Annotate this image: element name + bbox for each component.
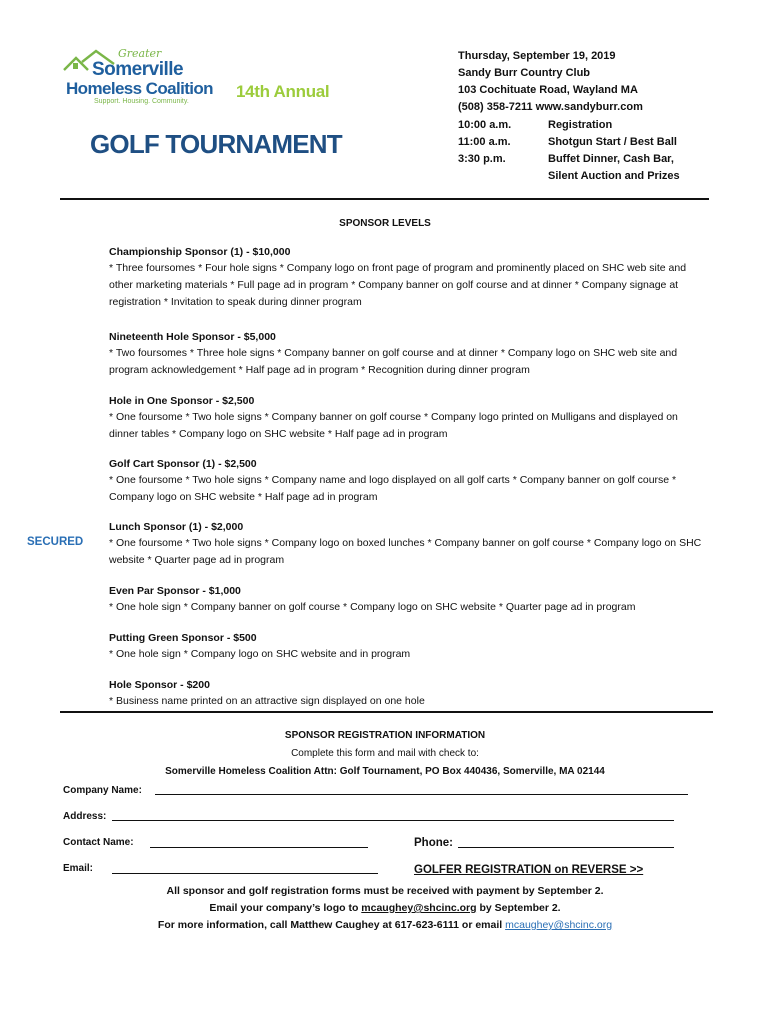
contact-info-note	[0, 919, 770, 931]
logo-email-note-suffix: by September 2.	[476, 902, 561, 914]
logo-email-note	[0, 902, 770, 914]
sponsor-level	[109, 456, 709, 506]
schedule-time: 11:00 a.m.	[458, 136, 511, 148]
sponsor-level	[109, 677, 709, 710]
contact-name-label: Contact Name:	[63, 837, 134, 848]
logo-greater-text: Greater	[118, 47, 162, 60]
sponsor-level-description: * One foursome * Two hole signs * Company name and logo displayed on all golf carts * Company banner on golf course * Company logo on SHC website * Half page ad in program	[109, 474, 677, 503]
sponsor-level-title: Even Par Sponsor - $1,000	[109, 585, 241, 597]
schedule-item: Shotgun Start / Best Ball	[548, 136, 677, 148]
sponsor-level-description: * One foursome * Two hole signs * Company logo on boxed lunches * Company banner on golf course * Company logo on SHC website * Quarter page ad in program	[109, 537, 702, 566]
sponsor-level	[109, 583, 709, 616]
logo-email-note-prefix: Email your company’s logo to	[209, 902, 362, 914]
sponsor-level-title: Nineteenth Hole Sponsor - $5,000	[109, 331, 276, 343]
sponsor-level	[109, 329, 709, 379]
sponsor-level-description: * One hole sign * Company logo on SHC website and in program	[109, 648, 411, 660]
sponsor-level-title: Hole in One Sponsor - $2,500	[109, 395, 255, 407]
event-phone-web: (508) 358-7211 www.sandyburr.com	[458, 101, 643, 113]
schedule-time: 10:00 a.m.	[458, 119, 512, 131]
sponsor-level-description: * One hole sign * Company banner on golf course * Company logo on SHC website * Quarter page ad in program	[109, 601, 636, 613]
event-address: 103 Cochituate Road, Wayland MA	[458, 84, 638, 96]
email-link[interactable]: mcaughey@shcinc.org	[361, 902, 477, 914]
logo-somerville-text: Somerville	[92, 59, 184, 80]
mailing-address: Somerville Homeless Coalition Attn: Golf Tournament, PO Box 440436, Somerville, MA 02144	[165, 766, 605, 777]
registration-heading: SPONSOR REGISTRATION INFORMATION	[284, 730, 486, 741]
schedule-time: 3:30 p.m.	[458, 153, 506, 165]
email-link[interactable]: mcaughey@shcinc.org	[505, 919, 613, 931]
sponsor-level-description: * Business name printed on an attractive sign displayed on one hole	[109, 695, 425, 707]
divider	[60, 711, 713, 713]
deadline-note: All sponsor and golf registration forms must be received with payment by September 2.	[166, 885, 604, 897]
company-name-field[interactable]	[155, 794, 688, 795]
schedule-item: Silent Auction and Prizes	[548, 170, 680, 182]
schedule-item: Buffet Dinner, Cash Bar,	[548, 153, 674, 165]
sponsor-level-description: * One foursome * Two hole signs * Company banner on golf course * Company logo printed on Mulligans and displayed on dinner tables * Company logo on SHC website * Half page ad in program	[109, 411, 678, 440]
sponsor-level-description: * Three foursomes * Four hole signs * Company logo on front page of program and prominently placed on SHC web site and other marketing materials * Full page ad in program * Company banner on golf course and at dinner * Company signage at registration * Invitation to speak during dinner program	[109, 262, 687, 308]
address-field[interactable]	[112, 820, 674, 821]
contact-name-field[interactable]	[150, 847, 368, 848]
sponsor-level	[109, 519, 709, 569]
sponsor-levels-heading: SPONSOR LEVELS	[339, 218, 431, 229]
logo-homeless-coalition-text: Homeless Coalition	[66, 79, 213, 98]
page-title: GOLF TOURNAMENT	[90, 129, 342, 159]
phone-label: Phone:	[414, 837, 453, 849]
sponsor-level	[109, 244, 709, 311]
email-label: Email:	[63, 863, 94, 874]
sponsor-level-title: Championship Sponsor (1) - $10,000	[109, 246, 291, 258]
sponsor-level-title: Hole Sponsor - $200	[109, 679, 210, 691]
company-name-label: Company Name:	[63, 785, 142, 796]
sponsor-level	[109, 393, 709, 443]
address-label: Address:	[63, 811, 107, 822]
contact-info-prefix: For more information, call Matthew Caughey at 617-623-6111 or email	[157, 919, 506, 931]
sponsor-level-description: * Two foursomes * Three hole signs * Company banner on golf course and at dinner * Company logo on SHC web site and program acknowledgement * Half page ad in program * Recognition during dinner program	[109, 347, 678, 376]
event-date: Thursday, September 19, 2019	[458, 50, 616, 62]
schedule-item: Registration	[548, 119, 613, 131]
sponsor-level-title: Putting Green Sponsor - $500	[109, 632, 257, 644]
secured-label: SECURED	[27, 536, 84, 548]
annual-label: 14th Annual	[236, 82, 330, 101]
phone-field[interactable]	[458, 847, 674, 848]
logo-tagline: Support. Housing. Community.	[94, 98, 189, 105]
sponsor-level	[109, 630, 709, 663]
registration-instruction: Complete this form and mail with check to:	[291, 748, 479, 759]
golfer-registration-link[interactable]: GOLFER REGISTRATION on REVERSE >>	[414, 864, 644, 876]
sponsor-level-title: Lunch Sponsor (1) - $2,000	[109, 521, 244, 533]
email-field[interactable]	[112, 873, 378, 874]
event-venue: Sandy Burr Country Club	[458, 67, 591, 79]
sponsor-level-title: Golf Cart Sponsor (1) - $2,500	[109, 458, 257, 470]
divider	[60, 198, 709, 200]
